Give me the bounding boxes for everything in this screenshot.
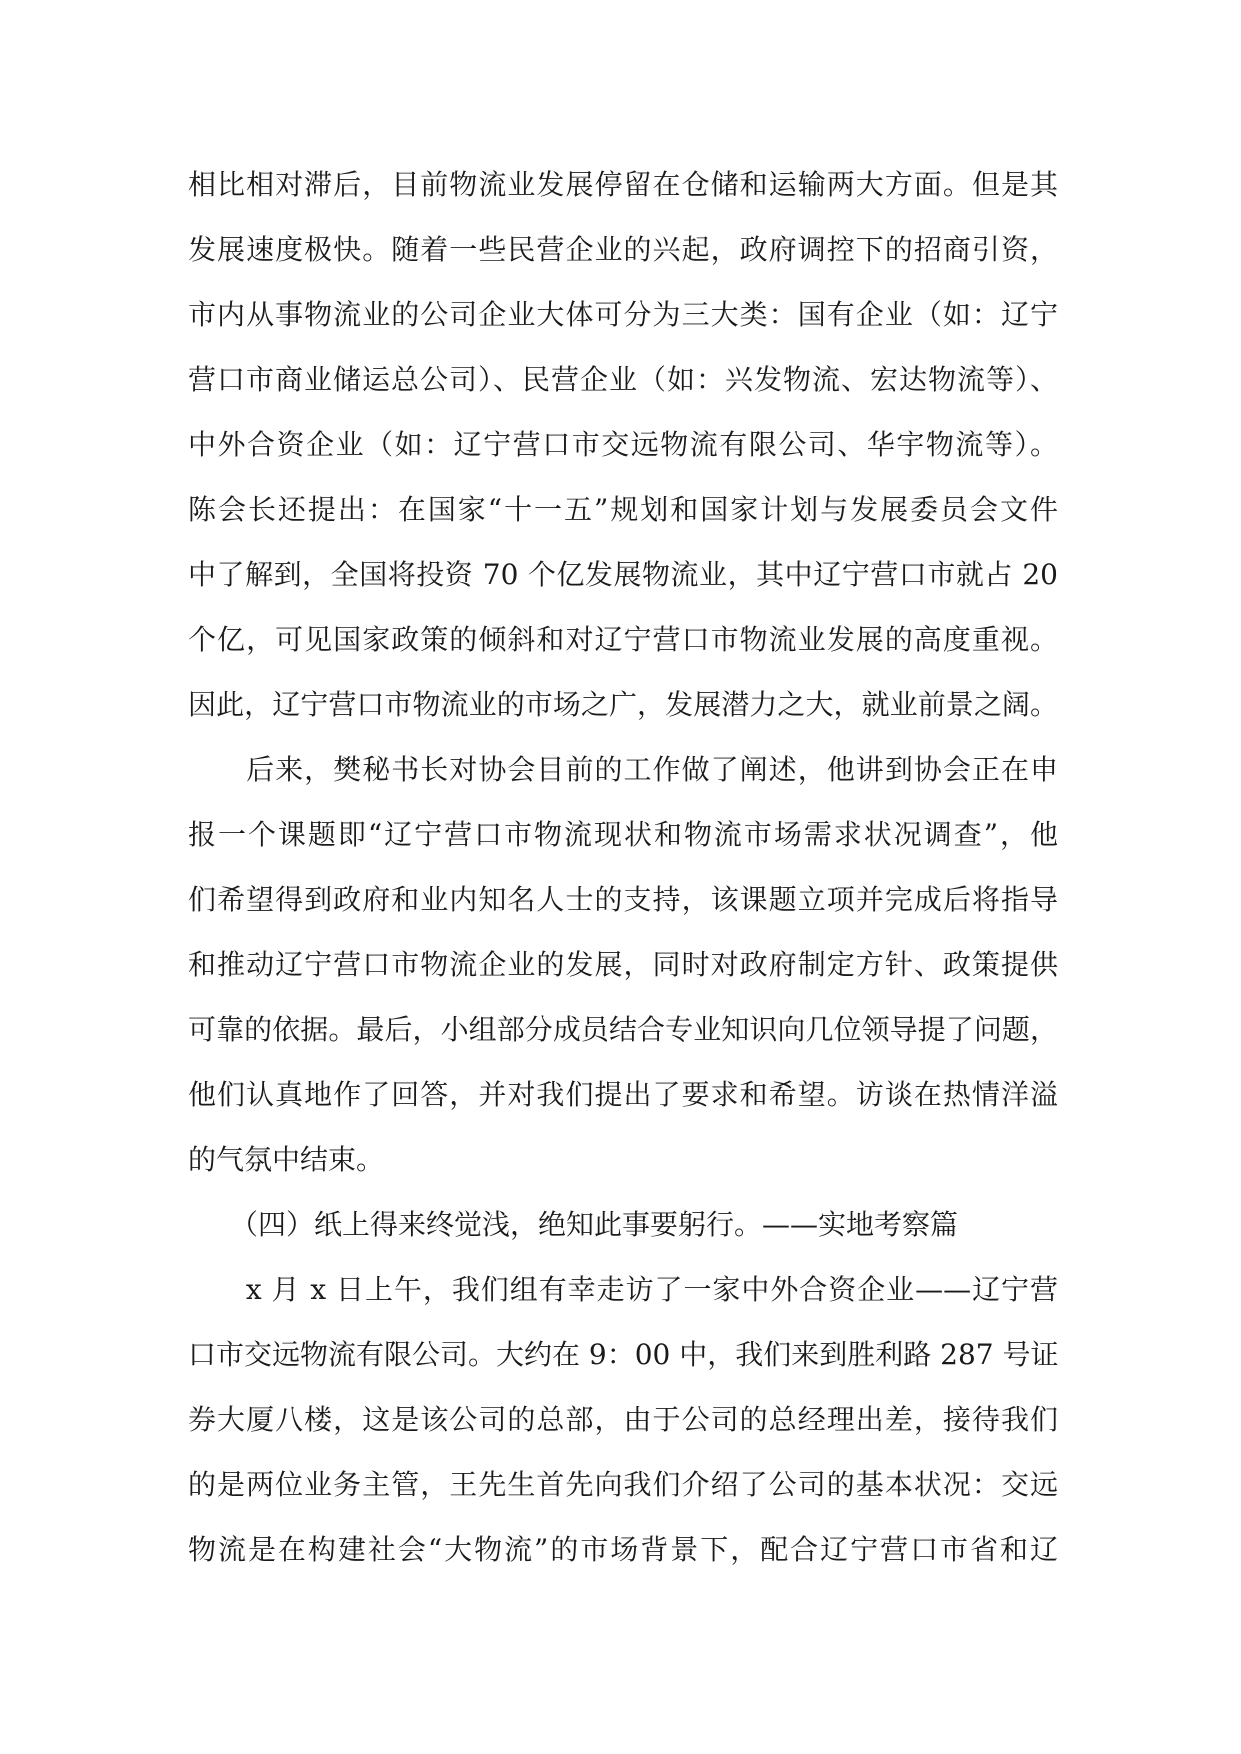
- text-line: 发展速度极快。随着一些民营企业的兴起，政府调控下的招商引资，: [188, 233, 1058, 266]
- text-line: 口市交远物流有限公司。大约在 9：00 中，我们来到胜利路 287 号证: [188, 1338, 1059, 1371]
- text-line: 的是两位业务主管，王先生首先向我们介绍了公司的基本状况：交远: [188, 1468, 1058, 1501]
- text-line: 券大厦八楼，这是该公司的总部，由于公司的总经理出差，接待我们: [188, 1403, 1058, 1436]
- text-line: 营口市商业储运总公司）、民营企业（如：兴发物流、宏达物流等）、: [188, 363, 1058, 396]
- text-line: 物流是在构建社会“大物流”的市场背景下，配合辽宁营口市省和辽: [188, 1533, 1058, 1566]
- text-line: 中外合资企业（如：辽宁营口市交远物流有限公司、华宇物流等）。: [188, 428, 1058, 461]
- text-line: 相比相对滞后，目前物流业发展停留在仓储和运输两大方面。但是其: [188, 168, 1058, 201]
- text-line: 陈会长还提出：在国家“十一五”规划和国家计划与发展委员会文件: [188, 493, 1058, 526]
- text-line: 后来，樊秘书长对协会目前的工作做了阐述，他讲到协会正在申: [188, 753, 1058, 786]
- text-line: 和推动辽宁营口市物流企业的发展，同时对政府制定方针、政策提供: [188, 948, 1058, 981]
- text-line: 的气氛中结束。: [188, 1143, 385, 1176]
- body-text: [188, 152, 1058, 1582]
- text-line: 个亿，可见国家政策的倾斜和对辽宁营口市物流业发展的高度重视。: [188, 623, 1058, 656]
- text-line: x 月 x 日上午，我们组有幸走访了一家中外合资企业——辽宁营: [188, 1273, 1058, 1306]
- text-line: 因此，辽宁营口市物流业的市场之广，发展潜力之大，就业前景之阔。: [188, 688, 1058, 721]
- text-line: 市内从事物流业的公司企业大体可分为三大类：国有企业（如：辽宁: [188, 298, 1058, 331]
- text-line: 他们认真地作了回答，并对我们提出了要求和希望。访谈在热情洋溢: [188, 1078, 1058, 1111]
- text-line: 们希望得到政府和业内知名人士的支持，该课题立项并完成后将指导: [188, 883, 1058, 916]
- text-line: 中了解到，全国将投资 70 个亿发展物流业，其中辽宁营口市就占 20: [188, 558, 1058, 591]
- section-heading: （四）纸上得来终觉浅，绝知此事要躬行。——实地考察篇: [188, 1208, 959, 1241]
- text-line: 可靠的依据。最后，小组部分成员结合专业知识向几位领导提了问题，: [188, 1013, 1058, 1046]
- text-line: 报一个课题即“辽宁营口市物流现状和物流市场需求状况调查”，他: [188, 818, 1058, 851]
